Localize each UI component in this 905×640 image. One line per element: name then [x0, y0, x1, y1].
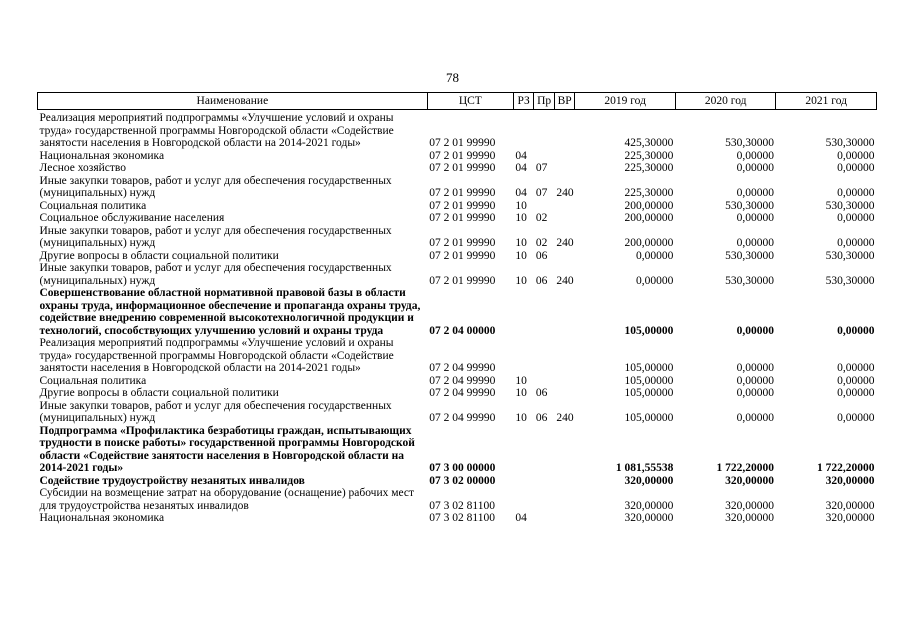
table-row [38, 475, 877, 488]
cell-name: Лесное хозяйство [39, 162, 127, 174]
cell-cst: 07 3 02 81100 [429, 499, 495, 512]
cell-cst: 07 2 04 99990 [429, 374, 496, 387]
cell-y2020: 530,30000 [725, 199, 774, 212]
cell-pr [534, 150, 555, 163]
table-row [38, 150, 877, 163]
cell-name: Содействие трудоустройству незанятых инвалидов [39, 474, 305, 487]
cell-cst: 07 2 01 99990 [429, 187, 496, 199]
cell-y2020: 320,00000 [725, 499, 774, 512]
cell-y2019: 105,00000 [624, 412, 674, 424]
cell-rz: 04 [515, 512, 527, 524]
cell-y2021: 0,00000 [837, 149, 875, 162]
cell-cst: 07 2 04 99990 [429, 362, 496, 374]
cell-rz: 10 [515, 199, 527, 212]
header-2021: 2021 год [776, 93, 877, 110]
table-row [38, 287, 877, 337]
table-row [38, 162, 877, 175]
cell-y2020: 0,00000 [736, 212, 774, 224]
cell-y2019: 225,30000 [624, 149, 674, 162]
cell-pr [534, 110, 555, 150]
cell-pr [534, 425, 555, 475]
cell-y2020: 0,00000 [736, 362, 774, 374]
cell-y2019: 105,00000 [624, 387, 674, 399]
cell-y2020: 320,00000 [725, 474, 774, 487]
header-pr: Пр [534, 93, 555, 110]
cell-cst: 07 3 02 81100 [429, 512, 495, 524]
header-cst: ЦСТ [427, 93, 513, 110]
cell-y2019: 200,00000 [624, 212, 674, 224]
cell-rz [513, 337, 534, 375]
cell-y2021: 0,00000 [837, 412, 875, 424]
cell-name: Иные закупки товаров, работ и услуг для обеспечения государственных (муниципальных) нужд [39, 174, 392, 199]
cell-vr [554, 110, 575, 150]
table-row [38, 512, 877, 525]
cell-vr: 240 [556, 187, 574, 199]
table-row [38, 212, 877, 225]
cell-pr: 06 [535, 274, 548, 287]
cell-y2021: 530,30000 [825, 199, 875, 212]
cell-y2019: 200,00000 [624, 237, 674, 249]
table-row [38, 175, 877, 200]
cell-name: Другие вопросы в области социальной политики [39, 387, 279, 399]
budget-table [37, 92, 877, 525]
cell-name: Национальная экономика [39, 149, 165, 162]
cell-pr [534, 487, 555, 512]
cell-y2021: 320,00000 [825, 499, 875, 512]
cell-y2020: 0,00000 [736, 324, 774, 337]
cell-vr [554, 512, 575, 525]
cell-vr [554, 287, 575, 337]
header-vr: ВР [554, 93, 575, 110]
cell-pr [534, 200, 555, 213]
table-row [38, 200, 877, 213]
cell-vr [554, 162, 575, 175]
cell-y2019: 320,00000 [624, 499, 674, 512]
cell-pr: 02 [535, 237, 548, 249]
table-row [38, 337, 877, 375]
cell-vr [554, 200, 575, 213]
cell-y2019: 320,00000 [624, 474, 674, 487]
cell-name: Другие вопросы в области социальной политики [39, 249, 279, 262]
page-number: 78 [446, 70, 459, 85]
cell-name: Иные закупки товаров, работ и услуг для обеспечения государственных (муниципальных) нужд [39, 399, 392, 424]
cell-pr [534, 375, 555, 388]
cell-vr [554, 487, 575, 512]
cell-y2019: 0,00000 [636, 274, 674, 287]
cell-cst: 07 2 04 00000 [429, 324, 496, 337]
cell-pr: 07 [535, 162, 548, 174]
cell-y2021: 0,00000 [837, 362, 875, 374]
cell-pr: 06 [535, 249, 548, 262]
cell-y2020: 0,00000 [736, 237, 774, 249]
cell-y2020: 0,00000 [736, 412, 774, 424]
cell-rz [513, 425, 534, 475]
cell-y2019: 320,00000 [624, 512, 674, 524]
cell-cst: 07 2 04 99990 [429, 387, 496, 399]
table-row [38, 487, 877, 512]
cell-name: Социальная политика [39, 374, 147, 387]
table-row [38, 110, 877, 150]
cell-y2021: 1 722,20000 [817, 462, 875, 474]
cell-vr: 240 [556, 274, 574, 287]
cell-rz: 10 [515, 374, 527, 387]
cell-vr: 240 [556, 237, 574, 249]
cell-y2020: 530,30000 [725, 137, 774, 149]
table-row [38, 387, 877, 400]
header-name: Наименование [38, 93, 428, 110]
cell-vr [554, 475, 575, 488]
cell-rz: 04 [515, 149, 527, 162]
table-body [38, 110, 877, 525]
cell-pr: 07 [535, 187, 548, 199]
cell-y2019: 0,00000 [636, 249, 674, 262]
cell-y2019: 425,30000 [624, 137, 674, 149]
cell-y2019: 105,00000 [624, 374, 674, 387]
cell-rz: 10 [515, 387, 527, 399]
cell-y2019: 105,00000 [624, 324, 674, 337]
cell-cst: 07 3 00 00000 [429, 462, 496, 474]
cell-y2021: 0,00000 [837, 162, 875, 174]
table-header-row [38, 93, 877, 110]
cell-rz [513, 475, 534, 488]
cell-pr: 06 [535, 387, 548, 399]
cell-cst: 07 2 01 99990 [429, 199, 496, 212]
header-rz: РЗ [513, 93, 534, 110]
cell-rz [513, 287, 534, 337]
table-row [38, 425, 877, 475]
cell-name: Подпрограмма «Профилактика безработицы граждан, испытывающих трудности в поиске работы» государственной программы Новгородской области «Содействие занятости населения в Новгородской области на 2014-2021 годы» [39, 424, 415, 474]
cell-pr: 02 [535, 212, 548, 224]
cell-y2021: 320,00000 [825, 474, 875, 487]
cell-rz: 10 [515, 212, 527, 224]
cell-vr [554, 337, 575, 375]
cell-y2020: 0,00000 [736, 387, 774, 399]
cell-rz: 10 [515, 237, 527, 249]
cell-name: Совершенствование областной нормативной правовой базы в области охраны труда, информационное обеспечение и пропаганда охраны труда, содействие внедрению современной высокотехнологичной продукции и технологий, способствующих улучшению условий и охраны труда [39, 287, 421, 337]
cell-vr [554, 387, 575, 400]
cell-y2021: 0,00000 [837, 324, 875, 337]
cell-rz: 10 [515, 412, 527, 424]
cell-name: Национальная экономика [39, 512, 165, 524]
cell-name: Социальное обслуживание населения [39, 212, 225, 224]
table-row [38, 225, 877, 250]
cell-rz: 04 [515, 162, 527, 174]
cell-cst: 07 2 01 99990 [429, 274, 496, 287]
cell-pr [534, 287, 555, 337]
table-row [38, 262, 877, 287]
cell-rz: 10 [515, 274, 527, 287]
cell-cst: 07 2 01 99990 [429, 149, 496, 162]
cell-vr [554, 150, 575, 163]
cell-y2020: 530,30000 [725, 274, 774, 287]
cell-y2021: 530,30000 [825, 274, 875, 287]
cell-y2019: 225,30000 [624, 187, 674, 199]
cell-y2021: 320,00000 [825, 512, 875, 524]
cell-y2020: 1 722,20000 [716, 462, 774, 474]
cell-name: Социальная политика [39, 199, 147, 212]
cell-cst: 07 2 01 99990 [429, 237, 496, 249]
cell-vr: 240 [556, 412, 574, 424]
cell-name: Иные закупки товаров, работ и услуг для обеспечения государственных (муниципальных) нужд [39, 262, 392, 287]
cell-y2019: 200,00000 [624, 199, 674, 212]
cell-y2021: 0,00000 [837, 387, 875, 399]
cell-name: Иные закупки товаров, работ и услуг для обеспечения государственных (муниципальных) нужд [39, 224, 392, 249]
cell-cst: 07 2 04 99990 [429, 412, 496, 424]
cell-pr: 06 [535, 412, 548, 424]
header-2019: 2019 год [575, 93, 676, 110]
cell-vr [554, 250, 575, 263]
cell-y2020: 0,00000 [736, 374, 774, 387]
cell-rz: 04 [515, 187, 527, 199]
table-row [38, 250, 877, 263]
cell-y2020: 0,00000 [736, 187, 774, 199]
cell-pr [534, 475, 555, 488]
cell-vr [554, 425, 575, 475]
cell-pr [534, 512, 555, 525]
cell-y2020: 320,00000 [725, 512, 774, 524]
cell-cst: 07 2 01 99990 [429, 249, 496, 262]
cell-y2021: 530,30000 [825, 249, 875, 262]
cell-name: Субсидии на возмещение затрат на оборудование (оснащение) рабочих мест для трудоустройства незанятых инвалидов [39, 487, 415, 512]
table-row [38, 375, 877, 388]
cell-cst: 07 2 01 99990 [429, 137, 496, 149]
cell-y2019: 225,30000 [624, 162, 674, 174]
cell-y2020: 0,00000 [736, 149, 774, 162]
cell-y2020: 0,00000 [736, 162, 774, 174]
cell-y2021: 0,00000 [837, 187, 875, 199]
cell-rz: 10 [515, 249, 527, 262]
cell-y2019: 1 081,55538 [615, 462, 674, 474]
cell-cst: 07 3 02 00000 [429, 474, 496, 487]
cell-pr [534, 337, 555, 375]
cell-y2021: 530,30000 [825, 137, 875, 149]
cell-y2021: 0,00000 [837, 212, 875, 224]
cell-y2020: 530,30000 [725, 249, 774, 262]
cell-cst: 07 2 01 99990 [429, 212, 496, 224]
cell-y2021: 0,00000 [837, 374, 875, 387]
cell-vr [554, 375, 575, 388]
cell-vr [554, 212, 575, 225]
cell-name: Реализация мероприятий подпрограммы «Улучшение условий и охраны труда» государственной программы Новгородской области «Содействие занятости населения в Новгородской области на 2014-2021 годы» [39, 337, 394, 374]
cell-name: Реализация мероприятий подпрограммы «Улучшение условий и охраны труда» государственной программы Новгородской области «Содействие занятости населения в Новгородской области на 2014-2021 годы» [39, 112, 394, 149]
cell-cst: 07 2 01 99990 [429, 162, 496, 174]
cell-y2019: 105,00000 [624, 362, 674, 374]
cell-rz [513, 110, 534, 150]
table-row [38, 400, 877, 425]
header-2020: 2020 год [675, 93, 776, 110]
cell-y2021: 0,00000 [837, 237, 875, 249]
cell-rz [513, 487, 534, 512]
